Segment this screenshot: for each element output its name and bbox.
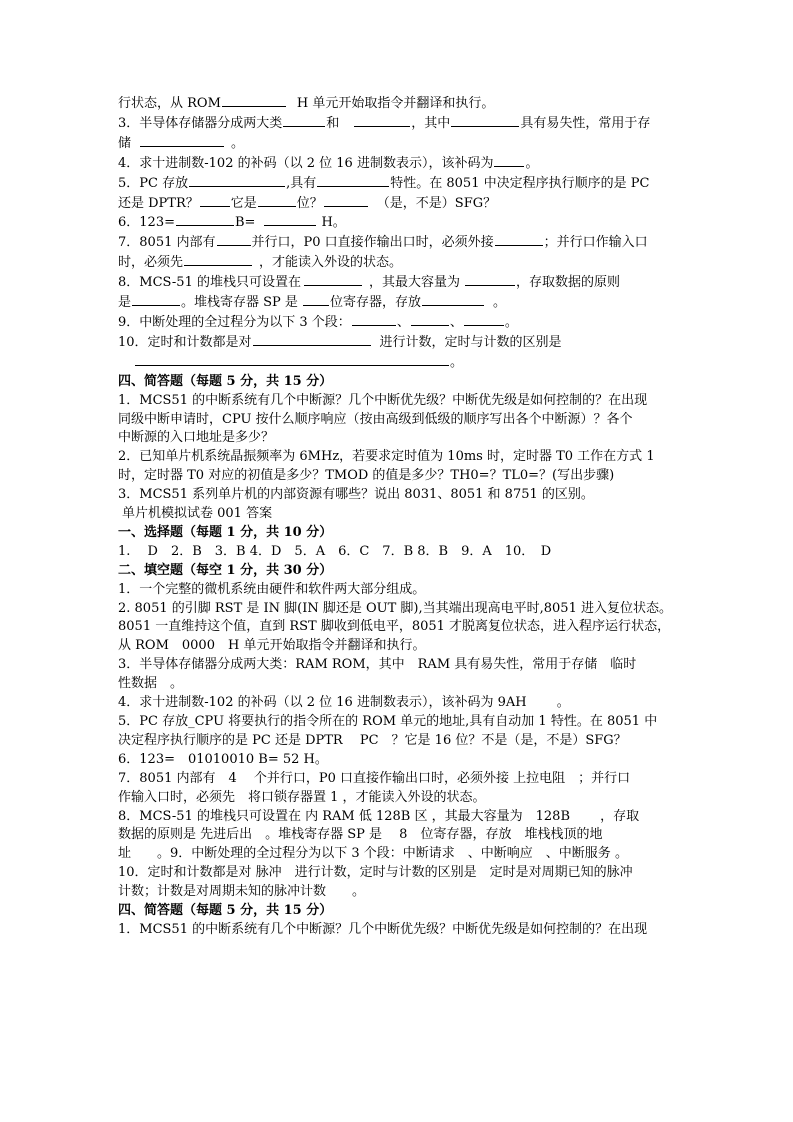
blank	[176, 213, 234, 226]
blank	[253, 333, 371, 346]
blank	[217, 233, 251, 246]
fill-q3-cont: 储 。	[118, 135, 245, 151]
fill-q4: 4．求十进制数-102 的补码（以 2 位 16 进制数表示），该补码为 。	[118, 155, 539, 171]
blank	[352, 313, 396, 326]
blank	[222, 94, 286, 107]
answer-a2-line2: 8051 一直维持这个值，直到 RST 脚收到低电平，8051 才脱离复位状态，进入程序运行状态，	[118, 619, 671, 635]
answer-a8-line3: 址 。9．中断处理的全过程分为以下 3 个段：中断请求 、中断响应 、中断服务 。	[118, 846, 628, 862]
blank	[465, 273, 515, 286]
blank	[451, 114, 519, 127]
answer-title: 单片机模拟试卷 001 答案	[122, 506, 273, 522]
fill-q7: 7．8051 内部有 并行口，P0 口直接作输出口时，必须外接 ；并行口作输入口	[118, 235, 648, 251]
answer-a2-line3: 从 ROM 0000 H 单元开始取指令并翻译和执行。	[118, 638, 426, 654]
answer-sec1-line: 1. D 2．B 3．B 4．D 5．A 6．C 7．B 8．B 9．A 10． D	[118, 543, 552, 559]
blank	[411, 313, 449, 326]
answer-a3-line1: 3．半导体存储器分成两大类：RAM ROM，其中 RAM 具有易失性，常用于存储 临时	[118, 657, 637, 673]
blank	[200, 194, 230, 207]
answer-a3-line2: 性数据 。	[118, 676, 184, 692]
fill-q7-cont: 时，必须先 ，才能读入外设的状态。	[118, 255, 403, 271]
fill-q8-cont: 是 。堆栈寄存器 SP 是 位寄存器，存放 。	[118, 295, 506, 311]
answer-a10-line1: 10．定时和计数都是对 脉冲 进行计数，定时与计数的区别是 定时是对周期已知的脉冲	[118, 865, 633, 881]
s4-q1-line1: 1．MCS51 的中断系统有几个中断源？几个中断优先级？中断优先级是如何控制的？在出现	[118, 392, 648, 408]
fill-q3: 3．半导体存储器分成两大类 和 ，其中 具有易失性，常用于存	[118, 115, 651, 131]
answer-a7-line2: 作输入口时，必须先 将口锁存器置 1 ，才能读入外设的状态。	[118, 789, 486, 805]
s4-q1-line2: 同级中断申请时，CPU 按什么顺序响应（按由高级到低级的顺序写出各个中断源）？各个	[118, 411, 633, 427]
fill-q10-cont: 。	[118, 353, 678, 373]
answer-a1: 1．一个完整的微机系统由硬件和软件两大部分组成。	[118, 581, 426, 597]
answer-a10-line2: 计数；计数是对周期未知的脉冲计数 。	[118, 884, 366, 900]
blank	[422, 293, 484, 306]
blank	[324, 194, 368, 207]
blank	[495, 233, 543, 246]
blank	[140, 134, 224, 147]
answer-s4-q1: 1．MCS51 的中断系统有几个中断源？几个中断优先级？中断优先级是如何控制的？在出现	[118, 921, 648, 937]
blank	[283, 114, 325, 127]
s4-q2-line1: 2．已知单片机系统晶振频率为 6MHz，若要求定时值为 10ms 时，定时器 T0 工作在方式 1	[118, 449, 655, 465]
blank	[184, 253, 252, 266]
answer-sec1-title: 一、选择题（每题 1 分，共 10 分）	[118, 524, 333, 540]
answer-a5-line1: 5．PC 存放_CPU 将要执行的指令所在的 ROM 单元的地址,具有自动加 1 特性。在 8051 中	[118, 714, 658, 729]
answer-sec2-title: 二、填空题（每空 1 分，共 30 分）	[118, 562, 333, 578]
blank	[264, 213, 316, 226]
fill-q9: 9．中断处理的全过程分为以下 3 个段： 、 、 。	[118, 314, 518, 330]
fill-q10: 10．定时和计数都是对 进行计数，定时与计数的区别是	[118, 334, 562, 350]
blank	[304, 273, 362, 286]
blank	[189, 174, 285, 187]
answer-a8-line1: 8．MCS-51 的堆栈只可设置在 内 RAM 低 128B 区 ，其最大容量为 128B ，存取	[118, 808, 640, 824]
s4-q3: 3．MCS51 系列单片机的内部资源有哪些？说出 8031、8051 和 8751 的区别。	[118, 487, 594, 503]
blank	[258, 194, 296, 207]
document-page	[118, 94, 678, 940]
blank	[494, 154, 524, 167]
answer-a5-line2: 决定程序执行顺序的是 PC 还是 DPTR PC ？它是 16 位？不是（是，不是）SFG？	[118, 732, 627, 748]
answer-a7-line1: 7．8051 内部有 4 个并行口，P0 口直接作输出口时，必须外接 上拉电阻 ；并行口	[118, 770, 631, 786]
answer-a8-line2: 数据的原则是 先进后出 。堆栈寄存器 SP 是 8 位寄存器，存放 堆栈栈顶的地	[118, 827, 603, 843]
s4-q1-line3: 中断源的入口地址是多少？	[118, 430, 275, 446]
blank	[464, 313, 504, 326]
answer-a2-line1: 2. 8051 的引脚 RST 是 IN 脚(IN 脚还是 OUT 脚),当其端出现高电平时,8051 进入复位状态。	[118, 600, 672, 616]
s4-q2-line2: 时，定时器 T0 对应的初值是多少？TMOD 的值是多少？TH0=？TL0=？(写出步骤)	[118, 468, 615, 484]
section-4-title: 四、简答题（每题 5 分，共 15 分）	[118, 373, 333, 389]
blank	[303, 293, 329, 306]
fill-q6: 6．123= B= H。	[118, 215, 346, 231]
fill-q5-cont: 还是 DPTR？ 它是 位？ （是，不是）SFG？	[118, 195, 497, 211]
blank	[354, 114, 410, 127]
answer-a4: 4．求十进制数-102 的补码（以 2 位 16 进制数表示），该补码为 9AH 。	[118, 695, 570, 711]
fill-line-1: 行状态，从 ROM H 单元开始取指令并翻译和执行。	[118, 96, 495, 111]
blank	[135, 353, 449, 366]
blank	[317, 174, 389, 187]
fill-q8: 8．MCS-51 的堆栈只可设置在 ，其最大容量为 ，存取数据的原则	[118, 275, 621, 291]
fill-q5: 5．PC 存放 ,具有 特性。在 8051 中决定程序执行顺序的是 PC	[118, 175, 650, 191]
blank	[132, 293, 180, 306]
answer-a6: 6．123= 01010010 B= 52 H。	[118, 751, 328, 767]
answer-sec4-title: 四、简答题（每题 5 分，共 15 分）	[118, 903, 333, 919]
